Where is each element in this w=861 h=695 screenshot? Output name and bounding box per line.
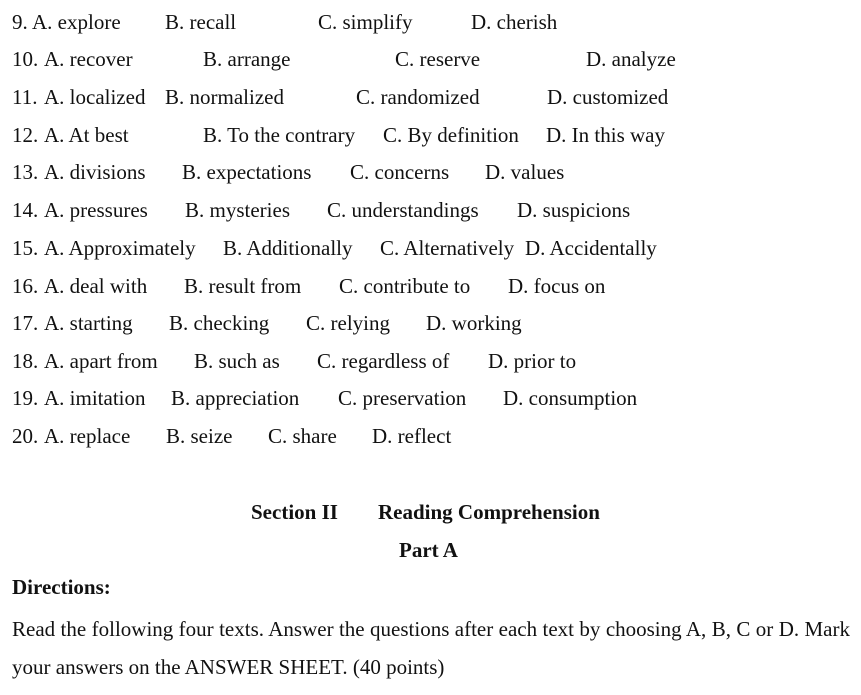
question-number: 15. [12, 236, 39, 260]
option-c: C. regardless of [317, 349, 450, 373]
question-row [0, 422, 861, 450]
option-a: A. deal with [44, 274, 148, 298]
option-b: B. result from [184, 274, 302, 298]
question-row [0, 234, 861, 262]
option-c: C. concerns [350, 160, 450, 184]
option-b: B. arrange [203, 47, 291, 71]
option-d: D. In this way [546, 123, 665, 147]
option-c: C. share [268, 424, 337, 448]
option-b: B. checking [169, 311, 270, 335]
option-d: D. consumption [503, 386, 638, 410]
option-d: D. prior to [488, 349, 577, 373]
option-d: D. values [485, 160, 565, 184]
question-number: 9. [12, 10, 28, 34]
option-a: A. starting [44, 311, 133, 335]
option-d: D. reflect [372, 424, 452, 448]
option-b: B. To the contrary [203, 123, 356, 147]
question-row [0, 121, 861, 149]
option-b: B. normalized [165, 85, 284, 109]
option-c: C. reserve [395, 47, 481, 71]
option-d: D. Accidentally [525, 236, 657, 260]
option-b: B. seize [166, 424, 233, 448]
option-c: C. simplify [318, 10, 413, 34]
question-number: 14. [12, 198, 39, 222]
option-a: A. divisions [44, 160, 146, 184]
option-d: D. working [426, 311, 522, 335]
question-row [0, 83, 861, 111]
option-b: B. appreciation [171, 386, 300, 410]
question-row [0, 347, 861, 375]
question-row [0, 196, 861, 224]
option-a: A. explore [32, 10, 121, 34]
section-number: Section II [251, 500, 338, 524]
question-number: 11. [12, 85, 38, 109]
option-a: A. localized [44, 85, 146, 109]
question-number: 19. [12, 386, 39, 410]
part-title: Part A [399, 538, 458, 562]
question-row [0, 158, 861, 186]
option-a: A. At best [44, 123, 129, 147]
option-c: C. By definition [383, 123, 519, 147]
question-row [0, 309, 861, 337]
question-row [0, 45, 861, 73]
directions-text: Read the following four texts. Answer the questions after each text by choosing A, B, C or D. Mark your answers on the ANSWER SHEET. (40 points) [12, 617, 850, 679]
option-c: C. contribute to [339, 274, 471, 298]
option-d: D. customized [547, 85, 669, 109]
option-c: C. understandings [327, 198, 479, 222]
option-c: C. relying [306, 311, 390, 335]
option-a: A. recover [44, 47, 133, 71]
option-a: A. pressures [44, 198, 148, 222]
option-b: B. expectations [182, 160, 312, 184]
option-a: A. apart from [44, 349, 158, 373]
option-b: B. such as [194, 349, 280, 373]
question-number: 16. [12, 274, 39, 298]
option-c: C. preservation [338, 386, 467, 410]
question-row [0, 272, 861, 300]
question-number: 13. [12, 160, 39, 184]
option-a: A. replace [44, 424, 131, 448]
option-c: C. randomized [356, 85, 480, 109]
section-title: Reading Comprehension [378, 500, 600, 524]
question-number: 10. [12, 47, 39, 71]
option-d: D. suspicions [517, 198, 631, 222]
question-number: 17. [12, 311, 39, 335]
option-a: A. imitation [44, 386, 146, 410]
option-b: B. recall [165, 10, 237, 34]
option-b: B. mysteries [185, 198, 290, 222]
option-a: A. Approximately [44, 236, 196, 260]
directions-label: Directions: [12, 575, 111, 599]
option-c: C. Alternatively [380, 236, 515, 260]
option-d: D. analyze [586, 47, 676, 71]
question-number: 20. [12, 424, 39, 448]
question-row [0, 384, 861, 412]
question-number: 18. [12, 349, 39, 373]
question-number: 12. [12, 123, 39, 147]
option-d: D. focus on [508, 274, 606, 298]
question-row [0, 8, 861, 36]
option-b: B. Additionally [223, 236, 353, 260]
option-d: D. cherish [471, 10, 558, 34]
